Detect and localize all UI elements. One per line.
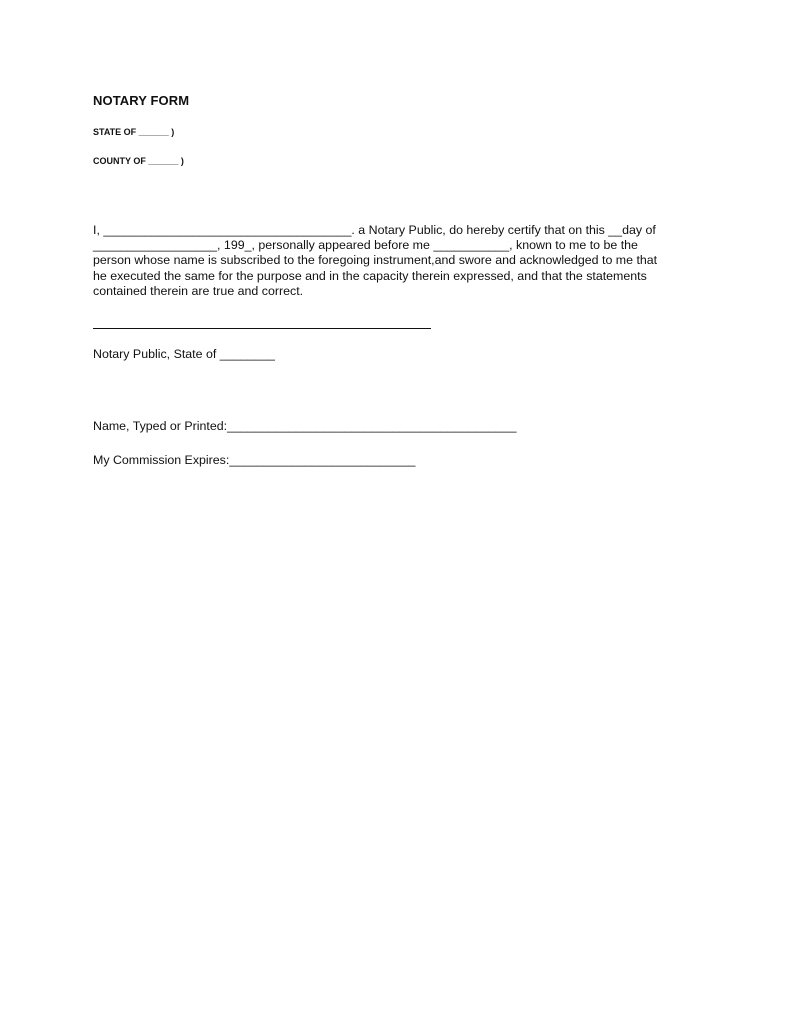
certification-line: he executed the same for the purpose and in the capacity therein expressed, and that the statements xyxy=(93,268,647,283)
state-of-line: STATE OF ______ ) xyxy=(93,127,175,137)
certification-paragraph xyxy=(93,223,693,299)
commission-expires: My Commission Expires:___________________________ xyxy=(93,453,416,467)
signature-line xyxy=(93,328,431,329)
certification-line: contained therein are true and correct. xyxy=(93,283,304,298)
county-of-line: COUNTY OF ______ ) xyxy=(93,156,184,166)
certification-line: __________________, 199_, personally appeared before me ___________, known to me to be the xyxy=(93,238,638,253)
certification-line: I, ____________________________________. a Notary Public, do hereby certify that on this __day of xyxy=(93,223,656,237)
name-typed-or-printed: Name, Typed or Printed:__________________________________________ xyxy=(93,419,517,433)
certification-line: person whose name is subscribed to the foregoing instrument,and swore and acknowledged to me that xyxy=(93,253,658,268)
notary-public-state: Notary Public, State of ________ xyxy=(93,347,275,361)
form-title: NOTARY FORM xyxy=(93,93,190,108)
